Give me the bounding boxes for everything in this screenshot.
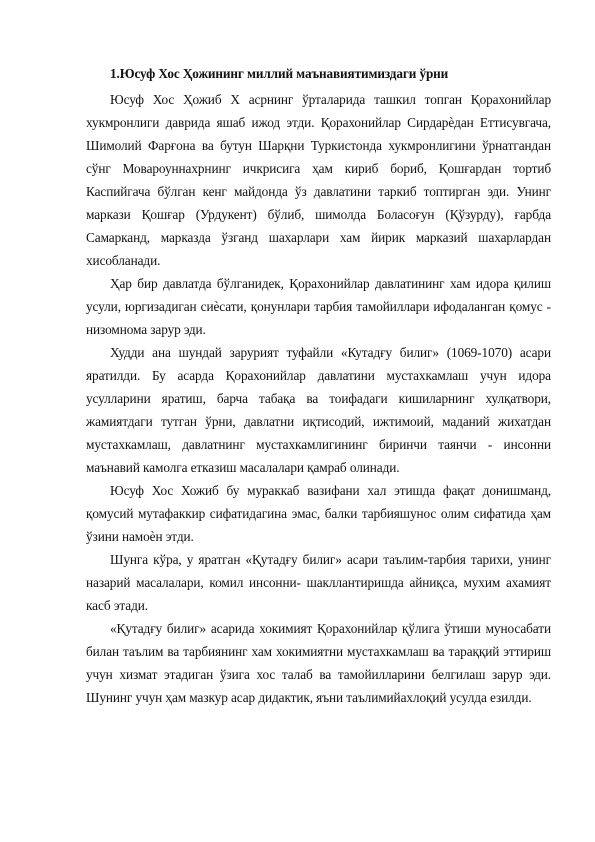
paragraph: Юсуф Хос Хожиб бу мураккаб вазифани хал этишда фақат донишманд, қомусий мутафаккир сифатидагина эмас, балки тарбияшунос олим сифатида ҳам ўзини намоѐн этди. [86,483,551,544]
paragraph: Худди ана шундай зарурият туфайли «Кутадғу билиг» (1069-1070) асари яратилди. Бу асарда Қорахонийлар давлатини мустахкамлаш учун идора усулларини яратиш, барча табақа ва тоифадаги кишиларнинг хулқатвори, жамиятдаги тутган ўрни, давлатни иқтисодий, ижтимоий, маданий жихатдан мустахкамлаш, давлатнинг мустахкамлигининг биринчи таянчи - инсонни маънавий камолга етказиш масалалари қамраб олинади. [86,345,551,475]
paragraph: Шунга кўра, у яратган «Қутадғу билиг» асари таълим-тарбия тарихи, унинг назарий масалалари, комил инсонни- шакллантиришда айниқса, мухим ахамият касб этади. [86,552,551,613]
paragraph: «Қутадғу билиг» асарида хокимият Қорахонийлар қўлига ўтиши муносабати билан таълим ва тарбиянинг хам хокимиятни мустахкамлаш ва тараққий эттириш учун хизмат этадиган ўзига хос талаб ва тамойилларини белгилаш зарур эди. Шунинг учун ҳам мазкур асар дидактик, яъни таълимийахлоқий усулда езилди. [86,621,551,705]
section-heading: 1.Юсуф Хос Ҳожининг миллий маънавиятимиздаги ўрни [110,66,449,81]
paragraph: Ҳар бир давлатда бўлганидек, Қорахонийлар давлатининг хам идора қилиш усули, юргизадиган сиѐсати, қонунлари тарбия тамойиллари ифодаланган қомус - низомнома зарур эди. [86,276,551,337]
body-text [86,88,551,709]
paragraph: Юсуф Хос Ҳожиб X асрнинг ўрталарида ташкил топган Қорахонийлар хукмронлиги даврида яшаб ижод этди. Қорахонийлар Сирдарѐдан Еттисувгача, Шимолий Фарғона ва бутун Шарқни Туркистонда хукмронлигини ўрнатгандан сўнг Мовароуннахрнинг ичкрисига ҳам кириб бориб, Қошғардан тортиб Каспийгача бўлган кенг майдонда ўз давлатини таркиб топтирган эди. Унинг маркази Қошғар (Урдукент) бўлиб, шимолда Боласоғун (Қўзурду), ғарбда Самарканд, марказда ўзганд шахарлари хам йирик марказий шахарлардан хисобланади. [86,92,551,268]
